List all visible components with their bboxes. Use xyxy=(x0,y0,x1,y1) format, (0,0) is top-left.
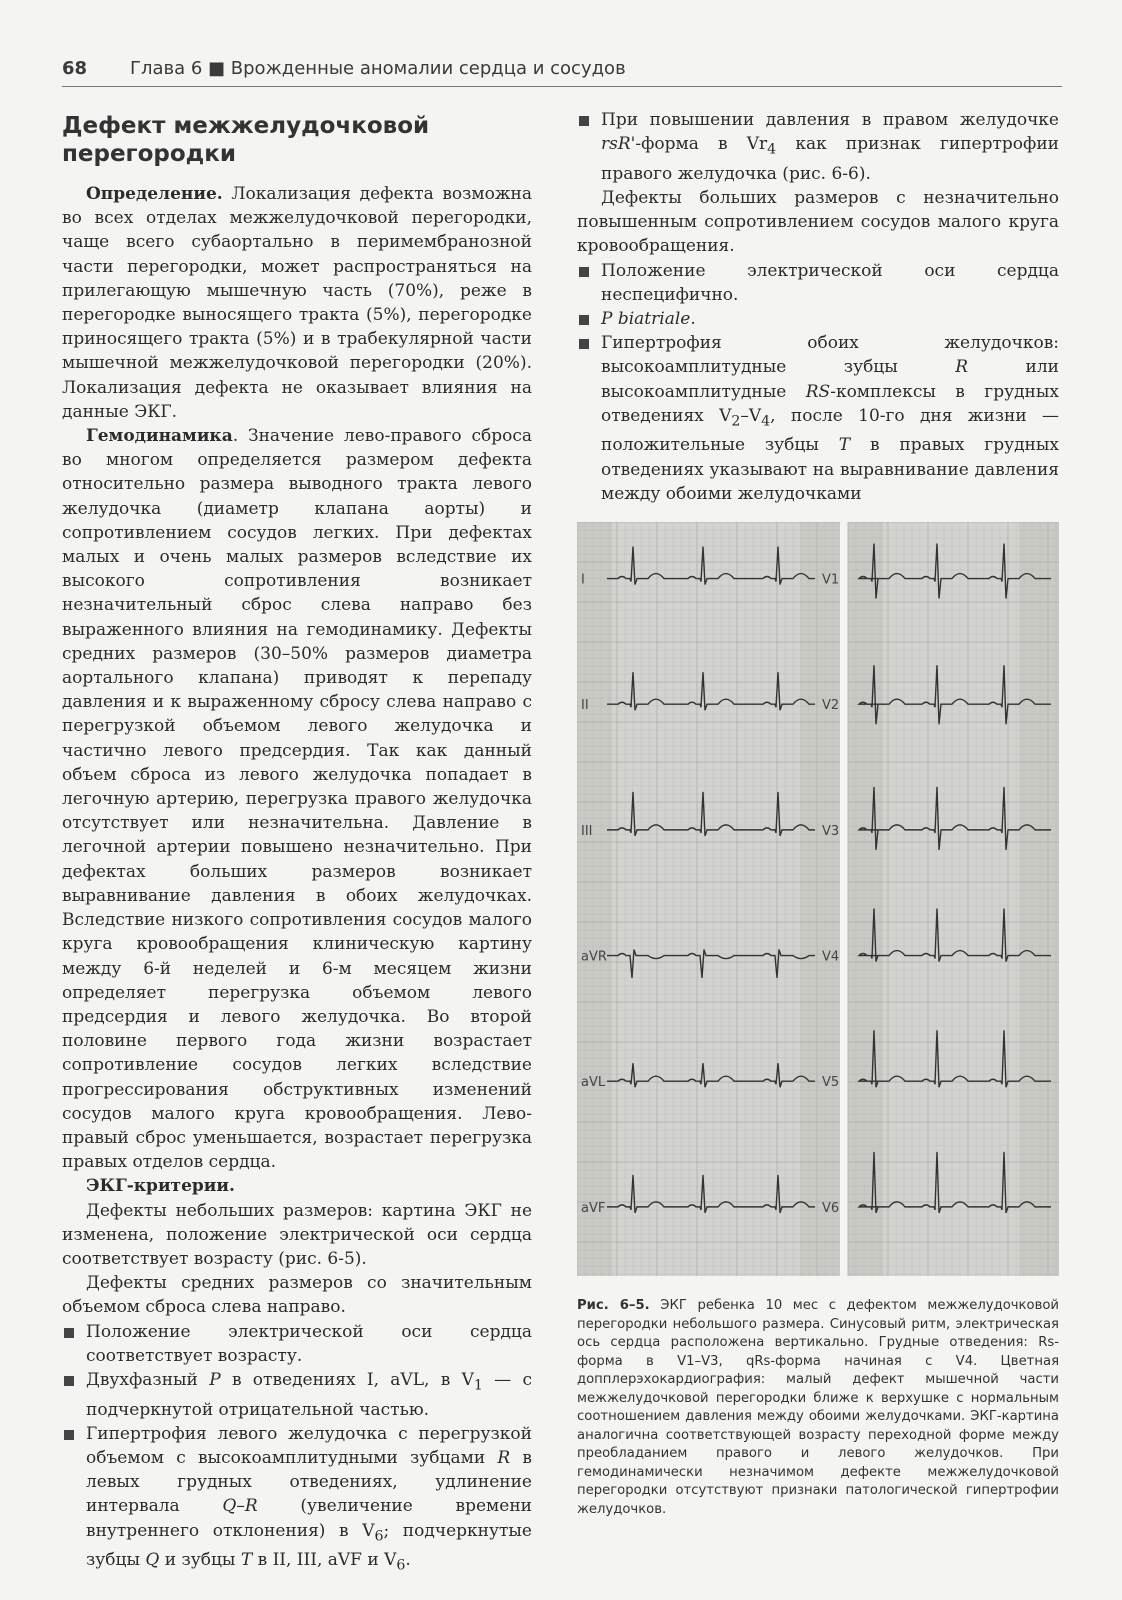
definition-text: Локализация дефекта возможна во всех отделах межжелудочковой перегородки, чаще всего субаортально в перимембранозной части перегородки, может распространяться на прилегающую мышечную часть (70%), реже в перегородке выносящего тракта (5%), перегородке приносящего тракта (5%) и в трабекулярной части мышечной межжелудочковой перегородки (20%). Локализация дефекта не оказывает влияния на данные ЭКГ. xyxy=(62,184,532,422)
list-item xyxy=(577,259,1059,307)
lead-label-iii: III xyxy=(581,823,593,839)
wave-symbol: T xyxy=(838,435,851,456)
list-item-text: ; подчеркнутые зубцы xyxy=(86,1520,532,1571)
list-item-text: -комплексы в грудных отведениях V xyxy=(601,381,1059,426)
lead-label-avr: aVR xyxy=(581,949,607,965)
wave-symbol: Q xyxy=(145,1550,160,1571)
list-item xyxy=(577,307,1059,331)
lead-label-v6: V6 xyxy=(822,1200,840,1216)
ecg-grid-band xyxy=(612,522,800,1276)
ecg-criteria-heading: ЭКГ-критерии. xyxy=(86,1176,235,1197)
list-item-text: Положение электрической оси сердца неспецифично. xyxy=(601,260,1059,305)
hemodynamics-lead: Гемодинамика xyxy=(86,426,233,447)
page-number: 68 xyxy=(62,58,88,79)
hemodynamics-paragraph xyxy=(62,424,532,1174)
small-defects-paragraph: Дефекты небольших размеров: картина ЭКГ не изменена, положение электрической оси сердца соответствует возрасту (рис. 6-5). xyxy=(62,1200,532,1269)
list-item-text: –V xyxy=(740,405,762,426)
right-column xyxy=(577,108,1059,506)
list-item-text: Двухфазный xyxy=(86,1369,210,1390)
wave-symbol: R xyxy=(955,357,969,378)
page-header xyxy=(62,58,1062,86)
lead-label-v1: V1 xyxy=(822,572,840,588)
ecg-panel-right xyxy=(822,522,1059,1276)
large-defects-paragraph: Дефекты больших размеров с незначительно повышенным сопротивлением сосудов малого круга кровообращения. xyxy=(577,188,1059,257)
list-item xyxy=(577,108,1059,186)
list-item xyxy=(62,1320,532,1368)
list-item-text: При повышении давления в правом желудочке xyxy=(601,110,1059,130)
wave-symbol: R xyxy=(497,1447,511,1468)
header-rule xyxy=(62,86,1062,87)
list-item-text: P biatriale. xyxy=(601,309,696,330)
subscript: 4 xyxy=(761,413,771,430)
list-item-text: в левых грудных отведениях, удлинение интервала xyxy=(86,1447,532,1517)
wave-symbol: T xyxy=(240,1550,253,1571)
medium-defects-paragraph: Дефекты средних размеров со значительным объемом сброса слева направо. xyxy=(62,1273,532,1318)
list-item-text: (увеличение времени внутреннего отклонения) в V xyxy=(86,1496,532,1541)
list-item-text: Гипертрофия левого желудочка с перегрузкой объемом с высокоамплитудными зубцами xyxy=(86,1423,532,1468)
lead-label-v3: V3 xyxy=(822,823,840,839)
ecg-image xyxy=(577,522,1059,1276)
list-item-text: как признак гипертрофии правого желудочка (рис. 6-6). xyxy=(601,134,1059,184)
list-item xyxy=(62,1368,532,1422)
subscript: 6 xyxy=(396,1557,406,1574)
list-item-text: Гипертрофия обоих желудочков: высокоамплитудные зубцы xyxy=(601,333,1059,378)
list-item xyxy=(577,331,1059,506)
caption-lead: Рис. 6–5. xyxy=(577,1298,650,1313)
subscript: 2 xyxy=(731,413,741,430)
ecg-panel-left xyxy=(577,522,840,1276)
lead-label-v2: V2 xyxy=(822,698,840,714)
list-item-text: Положение электрической оси сердца соответствует возрасту. xyxy=(86,1321,532,1366)
list-item-text: -форма в Vr xyxy=(635,134,768,155)
ecg-grid-band xyxy=(883,522,1019,1276)
ecg-figure xyxy=(577,522,1059,1276)
list-item-text: . xyxy=(405,1550,411,1571)
list-item-text: , после 10-го дня жизни — положительные зубцы xyxy=(601,405,1060,456)
lead-label-v4: V4 xyxy=(822,949,840,965)
lead-label-ii: II xyxy=(581,698,589,714)
definition-paragraph xyxy=(62,182,532,424)
right-bullet-list-top xyxy=(577,108,1059,186)
list-item-text: или высокоамплитудные xyxy=(601,357,1059,402)
definition-lead: Определение. xyxy=(86,184,223,204)
list-item-text: в правых грудных отведениях указывают на выравнивание давления между обоими желудочками xyxy=(601,435,1060,504)
left-column xyxy=(62,108,532,1578)
figure-caption xyxy=(577,1297,1059,1519)
interval-symbol: Q–R xyxy=(222,1496,258,1517)
list-item xyxy=(62,1422,532,1578)
subscript: 6 xyxy=(374,1527,384,1544)
caption-text: ЭКГ ребенка 10 мес с дефектом межжелудочковой перегородки небольшого размера. Синусовый ритм, электрическая ось сердца расположена вертикально. Грудные отведения: Rs-форма в V1–V3, qRs-форма начиная с V4. Цветная допплерэхокардиография: малый дефект мышечной части межжелудочковой перегородки ближе к верхушке с нормальным соотношением давления между обоими желудочками. ЭКГ-картина аналогична соответствующей возрасту переходной форме между преобладанием правого и левого желудочков. При гемодинамически незначимом дефекте межжелудочковой перегородки отсутствуют признаки патологической гипертрофии желудочков. xyxy=(577,1298,1059,1517)
subscript: 4 xyxy=(767,141,777,158)
subscript: 1 xyxy=(473,1377,483,1394)
list-item-text: и зубцы xyxy=(159,1550,241,1571)
list-item-text: в отведениях I, aVL, в V xyxy=(220,1369,474,1390)
complex-symbol: rsR' xyxy=(601,134,636,155)
left-bullet-list xyxy=(62,1320,532,1578)
running-title: Глава 6 ■ Врожденные аномалии сердца и сосудов xyxy=(130,58,626,79)
lead-label-avl: aVL xyxy=(581,1075,606,1091)
section-title: Дефект межжелудочковой перегородки xyxy=(62,113,430,167)
list-item-text: — с подчеркнутой отрицательной частью. xyxy=(86,1369,532,1420)
wave-symbol: P xyxy=(209,1369,221,1390)
right-bullet-list xyxy=(577,259,1059,506)
lead-label-i: I xyxy=(581,572,585,588)
hemodynamics-text: . Значение лево-правого сброса во многом определяется размером дефекта относительно размера выводного тракта левого желудочка (диаметр клапана аорты) и сопротивлением сосудов легких. При дефектах малых и очень малых размеров вследствие их высокого сопротивления возникает незначительный сброс слева направо без выраженного влияния на гемодинамику. Дефекты средних размеров (30–50% размеров диаметра аортального клапана) приводят к перепаду давления и к выраженному сбросу слева направо с перегрузкой объемом левого желудочка и частично левого предсердия. Так как данный объем сброса из левого желудочка попадает в легочную артерию, перегрузка правого желудочка отсутствует или незначительна. Давление в легочной артерии повышено незначительно. При дефектах больших размеров возникает выравнивание давления в обоих желудочках. Вследствие низкого сопротивления сосудов малого круга кровообращения клиническую картину между 6-й неделей и 6-м месяцем жизни определяет перегрузка объемом левого предсердия и левого желудочка. Во второй половине первого года жизни возрастает сопротивление сосудов легких вследствие прогрессирования обструктивных изменений сосудов малого круга кровообращения. Лево-правый сброс уменьшается, возрастает перегрузка правых отделов сердца. xyxy=(62,426,532,1173)
lead-label-avf: aVF xyxy=(581,1200,606,1216)
list-item-text: в II, III, aVF и V xyxy=(252,1550,397,1571)
lead-label-v5: V5 xyxy=(822,1075,840,1091)
complex-symbol: RS xyxy=(805,381,831,402)
